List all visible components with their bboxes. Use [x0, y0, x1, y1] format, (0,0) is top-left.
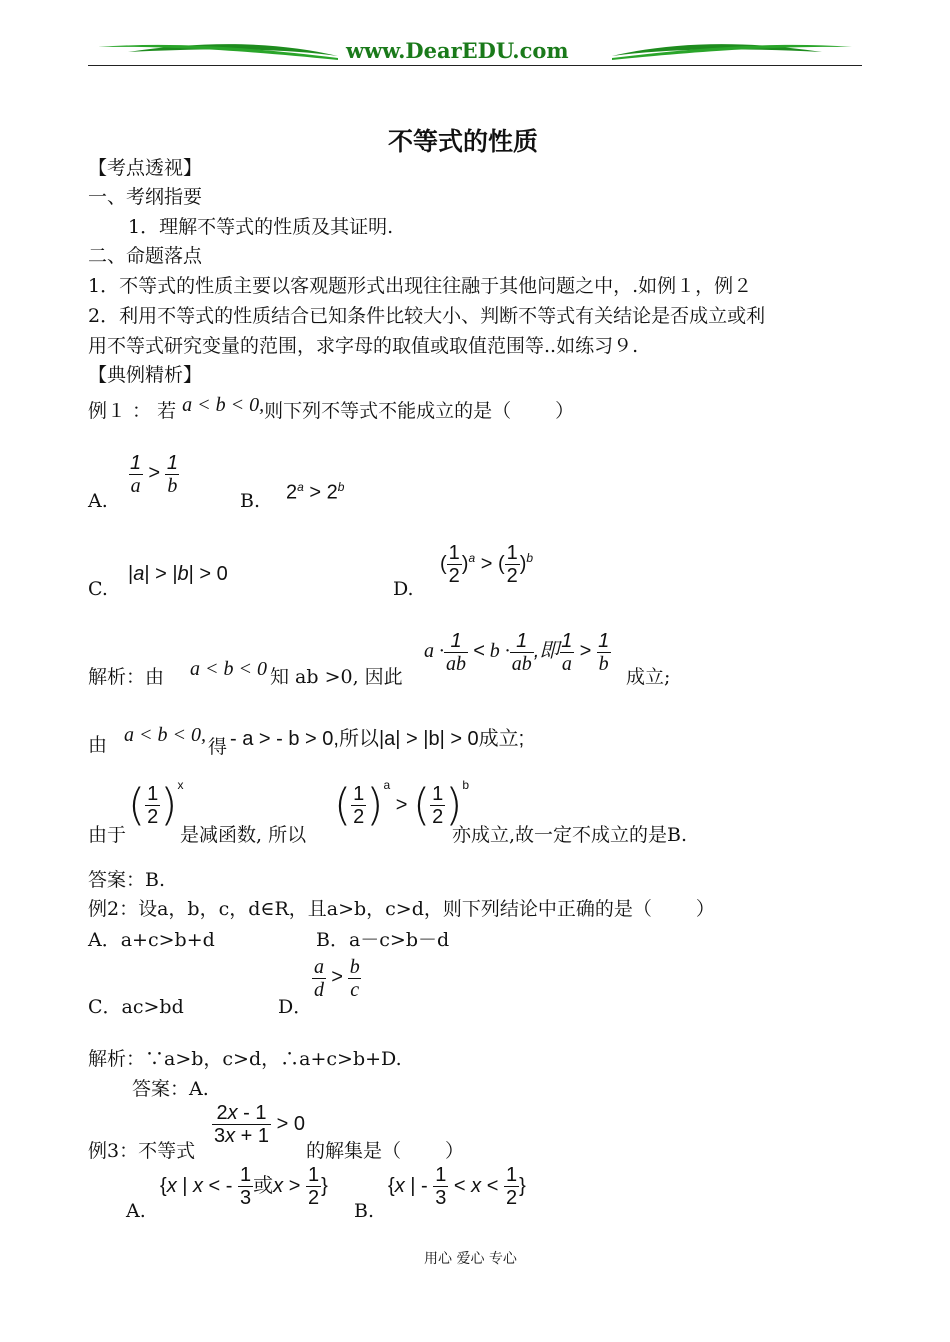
- ex3-suffix: 的解集是（ ）: [306, 1140, 465, 1162]
- ex1-prefix: 例１ ： 若: [88, 400, 177, 422]
- site-logo-text: www.DearEDU.com: [346, 38, 569, 63]
- ex1-question: [88, 394, 575, 424]
- section-heading-focus: 二、命题落点: [88, 245, 203, 267]
- page-footer: 用心 爱心 专心: [424, 1251, 517, 1267]
- ex1-sol3-prefix: 由于: [88, 824, 127, 846]
- focus-item-2-line1: 2．利用不等式的性质结合已知条件比较大小、判断不等式有关结论是否成立或利: [88, 305, 766, 327]
- ex1-sol1-prefix: 解析：由: [88, 666, 165, 688]
- ex1-sol3-func: ( $\frac{1}{2}$ )$^x$: [128, 778, 184, 831]
- ex1-sol3-mid: 是减函数, 所以: [180, 824, 307, 846]
- ex2-question: 例2：设a，b，c，d∈R，且a>b，c>d，则下列结论中正确的是（ ）: [88, 898, 715, 920]
- ex2-option-a: A．a+c>b+d: [88, 929, 215, 951]
- ex1-option-b-math: $2^a > 2^b$: [286, 480, 345, 504]
- ex1-answer: 答案：B.: [88, 869, 166, 891]
- ex3-prefix: 例3：不等式: [88, 1140, 196, 1162]
- ex1-option-c-label: C.: [88, 578, 108, 600]
- header-rule: [88, 65, 862, 66]
- ex1-sol1-cond: a < b < 0: [190, 658, 267, 680]
- ex1-sol2-rest: - a > - b > 0,所以|a| > |b| > 0成立;: [230, 728, 525, 750]
- ex1-sol1-mid: 知 ab >0, 因此: [270, 666, 403, 688]
- ex3-option-a-math: {x | x < - $\frac{1}{3}$ 或x > $\frac{1}{2}$ }: [160, 1164, 328, 1209]
- ex1-sol3-suffix: 亦成立,故一定不成立的是B.: [452, 824, 688, 846]
- page-title: 不等式的性质: [388, 127, 539, 156]
- ex3-inequality: $\frac{2x - 1}{3x + 1}$ > 0: [214, 1102, 305, 1147]
- header-banner: [88, 36, 862, 66]
- ex3-option-b-label: B.: [354, 1200, 375, 1222]
- ex3-option-b-math: {x | - $\frac{1}{3}$ < x < $\frac{1}{2}$ }: [388, 1164, 526, 1209]
- section-heading-examples: 【典例精析】: [88, 364, 203, 386]
- ex2-solution: 解析：∵a>b，c>d，∴a+c>b+D.: [88, 1048, 402, 1070]
- ex2-answer: 答案：A.: [132, 1078, 209, 1100]
- ex1-sol3-math: ( $\frac{1}{2}$ )$^a$ > ( $\frac{1}{2}$ )$^b$: [334, 778, 470, 831]
- ex1-sol2-cond: a < b < 0,: [124, 724, 206, 746]
- ex1-option-d-math: ( $\frac{1}{2}$ )$^a$ > ( $\frac{1}{2}$ )$^b$: [440, 542, 534, 587]
- ex1-condition: a < b < 0,: [182, 394, 265, 416]
- ex1-solution-1: [88, 664, 164, 690]
- ex1-sol1-math: a · $\frac{1}{ab}$ < b · $\frac{1}{ab}$ ,即 $\frac{1}{a}$ > $\frac{1}{b}$: [424, 630, 610, 675]
- ex2-option-c: C．ac>bd: [88, 996, 184, 1018]
- focus-item-2-line2: 用不等式研究变量的范围，求字母的取值或取值范围等..如练习９.: [88, 335, 639, 357]
- ex1-sol1-suffix: 成立;: [626, 666, 671, 688]
- ex1-option-d-label: D.: [393, 578, 414, 600]
- ex1-suffix: 则下列不等式不能成立的是（ ）: [264, 400, 575, 422]
- ex1-option-b-label: B.: [240, 490, 261, 512]
- syllabus-item: 1．理解不等式的性质及其证明.: [128, 216, 394, 238]
- ex2-option-d-math: $\frac{a}{d}$ > $\frac{b}{c}$: [314, 956, 360, 1001]
- section-heading-syllabus: 一、考纲指要: [88, 186, 203, 208]
- ex1-sol2-prefix: 由: [88, 734, 108, 756]
- ex1-option-a-math: $\frac{1}{a}$ > $\frac{1}{b}$: [130, 452, 178, 497]
- section-heading-overview: 【考点透视】: [88, 157, 203, 179]
- ex1-option-a-label: A.: [88, 490, 108, 512]
- ex1-option-c-math: |a| > |b| > 0: [128, 563, 228, 585]
- focus-item-1: 1．不等式的性质主要以客观题形式出现往往融于其他问题之中，.如例１，例２: [88, 275, 753, 297]
- ex2-option-b: B．a－c>b－d: [316, 929, 450, 951]
- ex1-sol2-de: 得: [208, 736, 228, 758]
- ex2-option-d-label: D．: [278, 996, 313, 1018]
- ex3-option-a-label: A.: [126, 1200, 146, 1222]
